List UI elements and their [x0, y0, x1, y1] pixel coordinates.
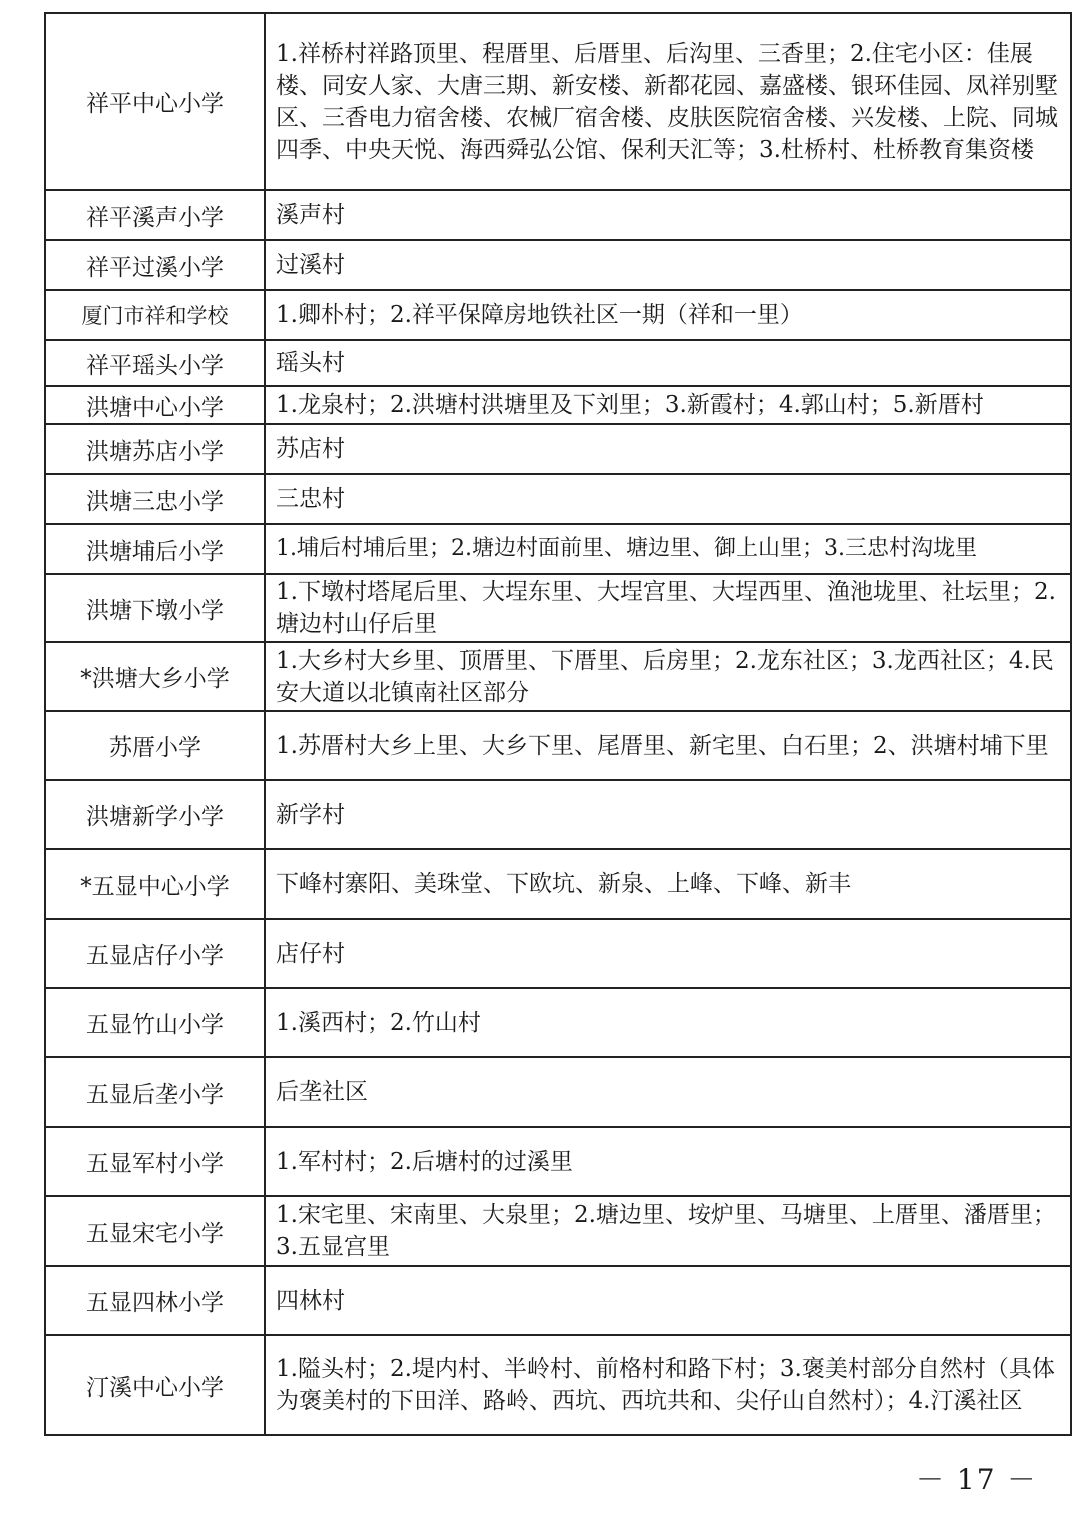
- school-name-cell: 洪塘三忠小学: [45, 474, 265, 524]
- enrollment-area-cell: 后垄社区: [265, 1057, 1071, 1127]
- school-name-cell: 汀溪中心小学: [45, 1335, 265, 1435]
- table-row: [45, 1266, 1071, 1335]
- table-row: [45, 290, 1071, 340]
- table-row: [45, 524, 1071, 574]
- table-row: [45, 13, 1071, 190]
- enrollment-area-cell: 溪声村: [265, 190, 1071, 240]
- school-zone-table: [44, 12, 1072, 1436]
- enrollment-area-cell: 三忠村: [265, 474, 1071, 524]
- school-name-cell: *五显中心小学: [45, 849, 265, 919]
- enrollment-area-cell: 瑶头村: [265, 340, 1071, 386]
- enrollment-area-cell: 1.下墩村塔尾后里、大埕东里、大埕宫里、大埕西里、渔池垅里、社坛里；2.塘边村山仔后里: [265, 574, 1071, 642]
- table-row: [45, 474, 1071, 524]
- school-name-cell: 五显四林小学: [45, 1266, 265, 1335]
- school-name-cell: 五显宋宅小学: [45, 1196, 265, 1266]
- enrollment-area-cell: 1.军村村；2.后塘村的过溪里: [265, 1127, 1071, 1196]
- school-name-cell: 祥平中心小学: [45, 13, 265, 190]
- page-number: － 17 －: [916, 1463, 1038, 1496]
- table-row: [45, 424, 1071, 474]
- table-row: [45, 190, 1071, 240]
- school-name-cell: 洪塘埔后小学: [45, 524, 265, 574]
- table-row: [45, 780, 1071, 849]
- school-name-cell: 五显竹山小学: [45, 988, 265, 1057]
- enrollment-area-cell: 1.宋宅里、宋南里、大泉里；2.塘边里、垵炉里、马塘里、上厝里、潘厝里；3.五显宫里: [265, 1196, 1071, 1266]
- school-name-cell: 洪塘新学小学: [45, 780, 265, 849]
- school-name-cell: 祥平瑶头小学: [45, 340, 265, 386]
- enrollment-area-cell: 1.大乡村大乡里、顶厝里、下厝里、后房里；2.龙东社区；3.龙西社区；4.民安大道以北镇南社区部分: [265, 642, 1071, 711]
- enrollment-area-cell: 1.苏厝村大乡上里、大乡下里、尾厝里、新宅里、白石里；2、洪塘村埔下里: [265, 711, 1071, 780]
- table-row: [45, 574, 1071, 642]
- school-name-cell: 五显军村小学: [45, 1127, 265, 1196]
- table-row: [45, 240, 1071, 290]
- school-name-cell: 五显店仔小学: [45, 919, 265, 988]
- enrollment-area-cell: 1.溪西村；2.竹山村: [265, 988, 1071, 1057]
- enrollment-area-cell: 店仔村: [265, 919, 1071, 988]
- school-name-cell: 祥平溪声小学: [45, 190, 265, 240]
- table-row: [45, 1057, 1071, 1127]
- table-row: [45, 988, 1071, 1057]
- school-name-cell: 洪塘下墩小学: [45, 574, 265, 642]
- table-row: [45, 642, 1071, 711]
- table-row: [45, 1335, 1071, 1435]
- enrollment-area-cell: 过溪村: [265, 240, 1071, 290]
- enrollment-area-cell: 四林村: [265, 1266, 1071, 1335]
- table-row: [45, 340, 1071, 386]
- school-name-cell: 五显后垄小学: [45, 1057, 265, 1127]
- enrollment-area-cell: 1.隘头村；2.堤内村、半岭村、前格村和路下村；3.褒美村部分自然村（具体为褒美村的下田洋、路岭、西坑、西坑共和、尖仔山自然村）；4.汀溪社区: [265, 1335, 1071, 1435]
- school-name-cell: 祥平过溪小学: [45, 240, 265, 290]
- table-row: [45, 919, 1071, 988]
- table-row: [45, 849, 1071, 919]
- enrollment-area-cell: 苏店村: [265, 424, 1071, 474]
- table-row: [45, 1196, 1071, 1266]
- table-row: [45, 711, 1071, 780]
- school-name-cell: 苏厝小学: [45, 711, 265, 780]
- enrollment-area-cell: 1.祥桥村祥路顶里、程厝里、后厝里、后沟里、三香里；2.住宅小区：佳展楼、同安人家、大唐三期、新安楼、新都花园、嘉盛楼、银环佳园、凤祥别墅区、三香电力宿舍楼、农械厂宿舍楼、皮肤医院宿舍楼、兴发楼、上院、同城四季、中央天悦、海西舜弘公馆、保利天汇等；3.杜桥村、杜桥教育集资楼: [265, 13, 1071, 190]
- enrollment-area-cell: 1.卿朴村；2.祥平保障房地铁社区一期（祥和一里）: [265, 290, 1071, 340]
- table-row: [45, 1127, 1071, 1196]
- enrollment-area-cell: 新学村: [265, 780, 1071, 849]
- enrollment-area-cell: 1.埔后村埔后里；2.塘边村面前里、塘边里、御上山里；3.三忠村沟垅里: [265, 524, 1071, 574]
- school-name-cell: 洪塘苏店小学: [45, 424, 265, 474]
- school-name-cell: 洪塘中心小学: [45, 386, 265, 424]
- table-row: [45, 386, 1071, 424]
- enrollment-area-cell: 下峰村寨阳、美珠堂、下欧坑、新泉、上峰、下峰、新丰: [265, 849, 1071, 919]
- school-name-cell: 厦门市祥和学校: [45, 290, 265, 340]
- enrollment-area-cell: 1.龙泉村；2.洪塘村洪塘里及下刘里；3.新霞村；4.郭山村；5.新厝村: [265, 386, 1071, 424]
- school-name-cell: *洪塘大乡小学: [45, 642, 265, 711]
